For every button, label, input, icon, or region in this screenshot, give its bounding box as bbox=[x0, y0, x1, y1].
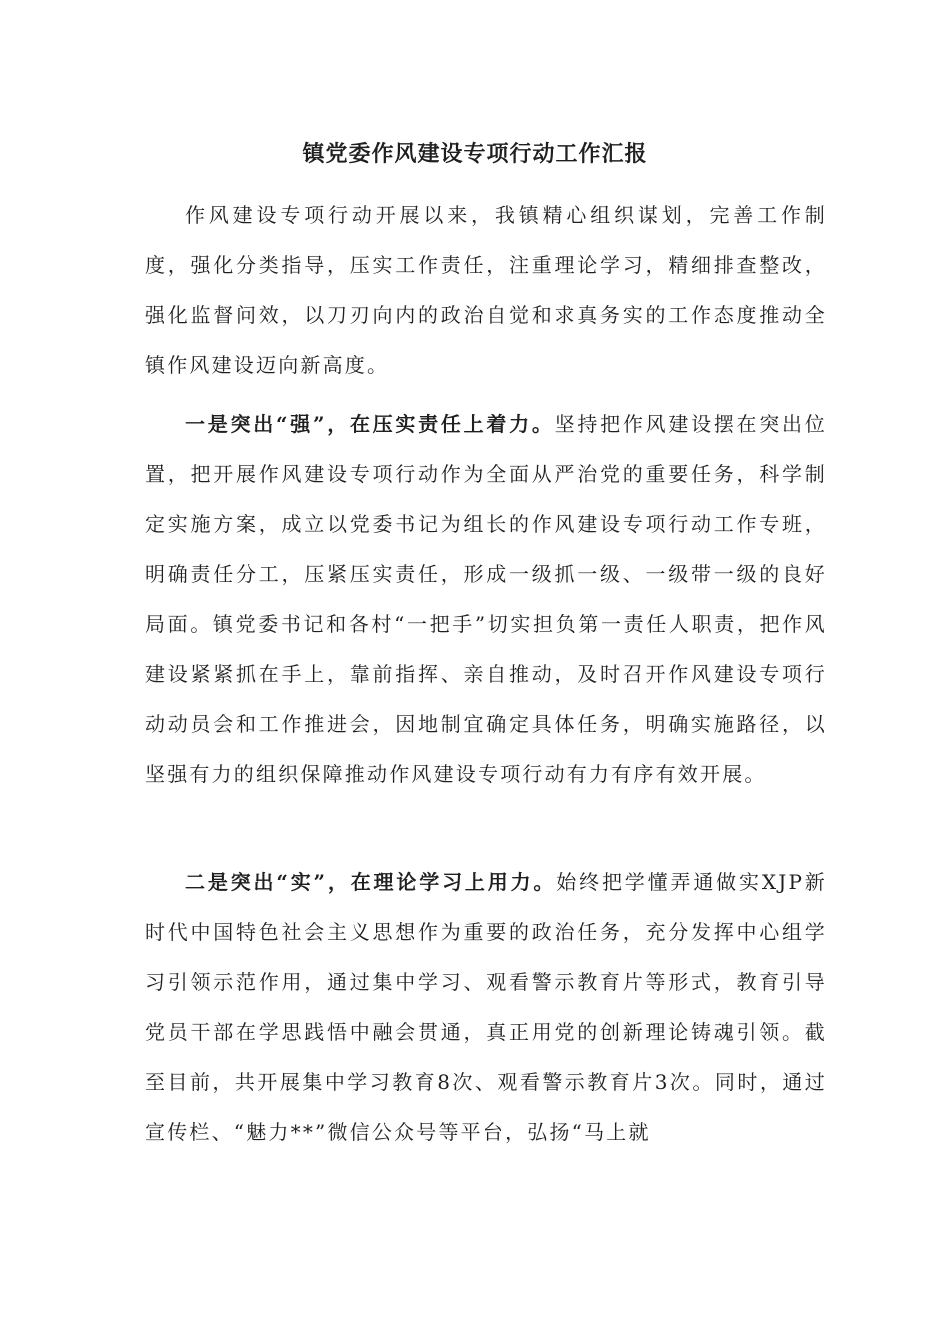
section-2-lead: 二是突出“实”，在理论学习上用力。 bbox=[185, 870, 557, 894]
section-1-lead: 一是突出“强”，在压实责任上着力。 bbox=[185, 412, 555, 436]
intro-paragraph: 作风建设专项行动开展以来，我镇精心组织谋划，完善工作制度，强化分类指导，压实工作责任，注重理论学习，精细排查整改，强化监督问效，以刀刃向内的政治自觉和求真务实的工作态度推动全镇作风建设迈向新高度。 bbox=[145, 203, 827, 377]
section-paragraph-1 bbox=[145, 399, 827, 799]
section-2-body: 始终把学懂弄通做实XJP新时代中国特色社会主义思想作为重要的政治任务，充分发挥中心组学习引领示范作用，通过集中学习、观看警示教育片等形式，教育引导党员干部在学思践悟中融会贯通，真正用党的创新理论铸魂引领。截至目前，共开展集中学习教育8次、观看警示教育片3次。同时，通过宣传栏、“魅力**”微信公众号等平台，弘扬“马上就 bbox=[145, 870, 827, 1144]
section-1-body: 坚持把作风建设摆在突出位置，把开展作风建设专项行动作为全面从严治党的重要任务，科学制定实施方案，成立以党委书记为组长的作风建设专项行动工作专班，明确责任分工，压紧压实责任，形成一级抓一级、一级带一级的良好局面。镇党委书记和各村“一把手”切实担负第一责任人职责，把作风建设紧紧抓在手上，靠前指挥、亲自推动，及时召开作风建设专项行动动员会和工作推进会，因地制宜确定具体任务，明确实施路径，以坚强有力的组织保障推动作风建设专项行动有力有序有效开展。 bbox=[145, 412, 827, 786]
section-paragraph-2 bbox=[145, 857, 827, 1157]
document-title: 镇党委作风建设专项行动工作汇报 bbox=[302, 141, 648, 167]
